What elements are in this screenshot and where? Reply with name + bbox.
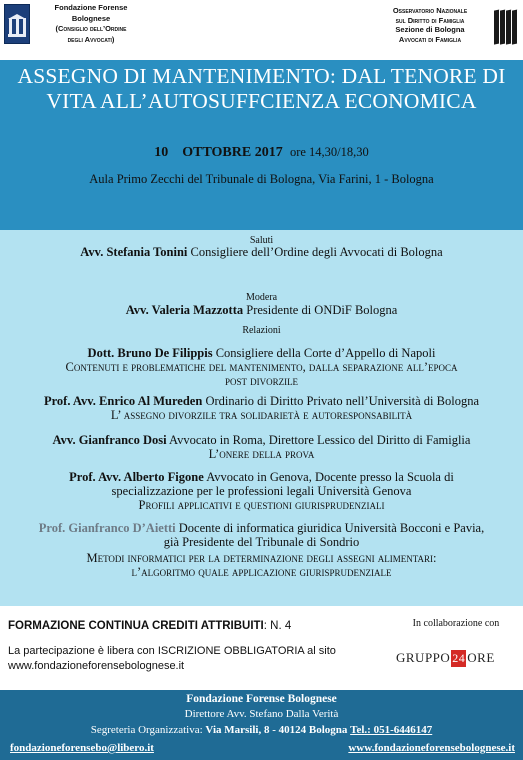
saluti-label: Saluti <box>249 235 274 246</box>
speaker-4: Prof. Avv. Alberto Figone Avvocato in Genova, Docente presso la Scuola di <box>69 470 454 484</box>
speaker-5-role-cont: già Presidente del Tribunale di Sondrio <box>163 535 360 549</box>
footer-email-link[interactable]: fondazioneforensebo@libero.it <box>10 742 154 754</box>
event-time: ore 14,30/18,30 <box>289 145 369 159</box>
saluti-line: Avv. Stefania Tonini Consigliere dell’Ordine degli Avvocati di Bologna <box>80 245 443 259</box>
gruppo24ore-logo: GRUPPO 24 ORE <box>396 650 495 665</box>
event-day: 10 <box>154 145 169 160</box>
speaker-1: Dott. Bruno De Filippis Consigliere della Corte d’Appello di Napoli <box>87 346 436 360</box>
registration-text: La partecipazione è libera con ISCRIZIONE OBBLIGATORIA al sito www.fondazioneforensebolognese.it <box>8 644 378 674</box>
speaker-3: Avv. Gianfranco Dosi Avvocato in Roma, Direttore Lessico del Diritto di Famiglia <box>52 433 471 447</box>
speaker-4-topic: Profili applicativi e questioni giurisprudenziali <box>138 498 385 512</box>
program <box>0 230 523 606</box>
books-logo-icon <box>494 10 520 44</box>
registration-link[interactable]: www.fondazioneforensebolognese.it <box>8 660 185 672</box>
speaker-2-topic: L’ assegno divorzile tra solidarietà e autoresponsabilità <box>110 408 413 422</box>
event-title: ASSEGNO DI MANTENIMENTO: DAL TENORE DI VITA ALL’AUTOSUFFCIENZA ECONOMICA <box>17 64 506 113</box>
registration-section <box>0 606 523 690</box>
speaker-1-topic-cont: post divorzile <box>224 374 299 388</box>
speaker-3-topic: L’onere della prova <box>208 447 315 461</box>
header <box>0 0 523 60</box>
speaker-1-topic: Contenuti e problematiche del mantenimento, dalla separazione all’epoca <box>65 360 458 374</box>
event-month: OTTOBRE 2017 <box>182 145 283 160</box>
fondazione-logo-icon <box>4 4 30 44</box>
event-date <box>0 144 523 161</box>
osservatorio-name: Osservatorio Nazionale sul Diritto di Famiglia Sezione di Bologna Avvocati di Famiglia <box>392 6 468 44</box>
modera-label: Modera <box>245 292 278 303</box>
footer-website-link[interactable]: www.fondazioneforensebolognese.it <box>348 742 515 754</box>
speaker-4-role-cont: specializzazione per le professioni legali Università Genova <box>111 484 412 498</box>
event-venue: Aula Primo Zecchi del Tribunale di Bologna, Via Farini, 1 - Bologna <box>89 172 434 186</box>
relazioni-label: Relazioni <box>242 325 281 336</box>
footer-org: Fondazione Forense Bolognese <box>186 693 337 705</box>
speaker-5-topic: Metodi informatici per la determinazione degli assegni alimentari: <box>86 551 437 565</box>
footer-director: Direttore Avv. Stefano Dalla Verità <box>184 708 339 720</box>
fondazione-name: Fondazione Forense Bolognese (Consiglio dell’Ordine degli Avvocati) <box>54 3 128 44</box>
speaker-5-topic-cont: l’algoritmo quale applicazione giurisprudenziale <box>131 565 392 579</box>
footer <box>0 690 523 760</box>
footer-secretary: Segreteria Organizzativa: Via Marsili, 8 - 40124 Bologna Tel.: 051-6446147 <box>90 724 433 736</box>
speaker-5: Prof. Gianfranco D’Aietti Docente di informatica giuridica Università Bocconi e Pavia, <box>38 521 485 535</box>
collaboration-label: In collaborazione con <box>412 618 500 629</box>
speaker-2: Prof. Avv. Enrico Al Mureden Ordinario di Diritto Privato nell’Università di Bologna <box>43 394 480 408</box>
modera-line: Avv. Valeria Mazzotta Presidente di ONDiF Bologna <box>125 303 398 317</box>
credits-line: FORMAZIONE CONTINUA CREDITI ATTRIBUITI: N. 4 <box>8 620 292 632</box>
title-band <box>0 60 523 230</box>
